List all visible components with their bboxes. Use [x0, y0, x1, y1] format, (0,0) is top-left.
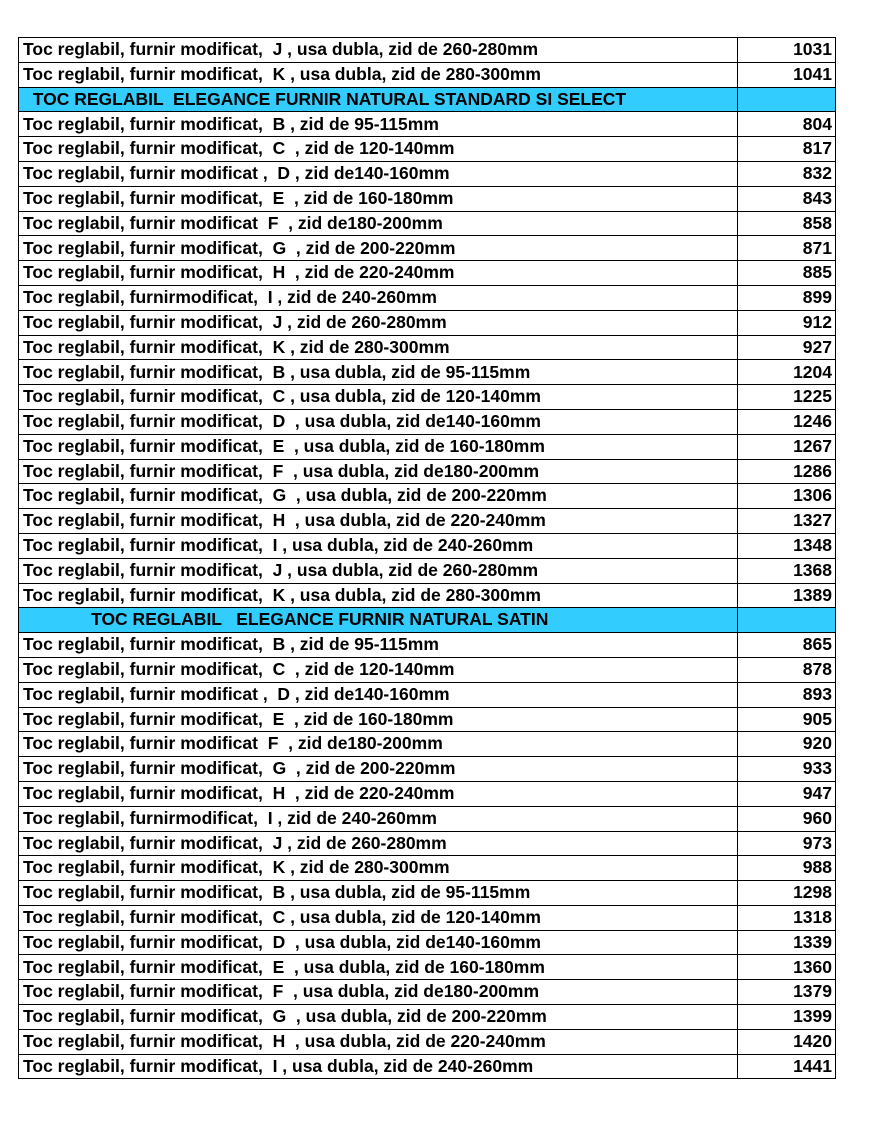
section-header-row: [19, 608, 836, 633]
price-cell: 832: [738, 161, 836, 186]
price-cell: 843: [738, 186, 836, 211]
product-description-cell: Toc reglabil, furnir modificat, H , zid de 220-240mm: [19, 261, 738, 286]
product-description-cell: Toc reglabil, furnir modificat, C , usa dubla, zid de 120-140mm: [19, 905, 738, 930]
product-description-cell: Toc reglabil, furnir modificat, E , zid de 160-180mm: [19, 186, 738, 211]
table-row: [19, 360, 836, 385]
price-cell: 1399: [738, 1005, 836, 1030]
price-cell: 1306: [738, 484, 836, 509]
product-description-cell: Toc reglabil, furnir modificat, J , zid de 260-280mm: [19, 831, 738, 856]
price-cell: 817: [738, 137, 836, 162]
table-row: [19, 930, 836, 955]
table-row: [19, 732, 836, 757]
product-description-cell: Toc reglabil, furnir modificat, G , usa dubla, zid de 200-220mm: [19, 1005, 738, 1030]
product-description-cell: Toc reglabil, furnir modificat, K , zid de 280-300mm: [19, 335, 738, 360]
table-row: [19, 806, 836, 831]
price-cell: 1441: [738, 1054, 836, 1079]
table-row: [19, 533, 836, 558]
table-row: [19, 211, 836, 236]
table-row: [19, 583, 836, 608]
price-cell: 893: [738, 682, 836, 707]
table-row: [19, 335, 836, 360]
price-cell: 1379: [738, 980, 836, 1005]
price-cell: 1327: [738, 509, 836, 534]
product-description-cell: Toc reglabil, furnir modificat, E , usa dubla, zid de 160-180mm: [19, 955, 738, 980]
table-row: [19, 38, 836, 63]
section-title: TOC REGLABIL ELEGANCE FURNIR NATURAL SATIN: [19, 608, 738, 633]
price-cell: 1339: [738, 930, 836, 955]
product-description-cell: Toc reglabil, furnir modificat, K , usa dubla, zid de 280-300mm: [19, 583, 738, 608]
price-cell: 1368: [738, 558, 836, 583]
section-empty-cell: [738, 608, 836, 633]
price-cell: 973: [738, 831, 836, 856]
price-cell: 1246: [738, 409, 836, 434]
price-cell: 1041: [738, 62, 836, 87]
table-row: [19, 509, 836, 534]
product-description-cell: Toc reglabil, furnir modificat, I , usa dubla, zid de 240-260mm: [19, 533, 738, 558]
price-cell: 1318: [738, 905, 836, 930]
product-description-cell: Toc reglabil, furnir modificat, B , usa dubla, zid de 95-115mm: [19, 881, 738, 906]
table-row: [19, 137, 836, 162]
product-description-cell: Toc reglabil, furnir modificat, G , usa dubla, zid de 200-220mm: [19, 484, 738, 509]
table-row: [19, 657, 836, 682]
table-row: [19, 1054, 836, 1079]
price-cell: 1389: [738, 583, 836, 608]
product-description-cell: Toc reglabil, furnir modificat, J , zid de 260-280mm: [19, 310, 738, 335]
product-description-cell: Toc reglabil, furnir modificat, H , usa dubla, zid de 220-240mm: [19, 1029, 738, 1054]
price-cell: 871: [738, 236, 836, 261]
price-cell: 912: [738, 310, 836, 335]
product-description-cell: Toc reglabil, furnir modificat , D , zid de140-160mm: [19, 682, 738, 707]
table-row: [19, 310, 836, 335]
price-cell: 947: [738, 781, 836, 806]
price-cell: 878: [738, 657, 836, 682]
product-description-cell: Toc reglabil, furnirmodificat, I , zid de 240-260mm: [19, 806, 738, 831]
product-description-cell: Toc reglabil, furnir modificat, K , usa dubla, zid de 280-300mm: [19, 62, 738, 87]
product-description-cell: Toc reglabil, furnir modificat, E , usa dubla, zid de 160-180mm: [19, 434, 738, 459]
price-cell: 920: [738, 732, 836, 757]
product-description-cell: Toc reglabil, furnir modificat, I , usa dubla, zid de 240-260mm: [19, 1054, 738, 1079]
table-row: [19, 434, 836, 459]
table-row: [19, 682, 836, 707]
price-cell: 988: [738, 856, 836, 881]
product-description-cell: Toc reglabil, furnir modificat, J , usa dubla, zid de 260-280mm: [19, 558, 738, 583]
table-row: [19, 236, 836, 261]
table-row: [19, 856, 836, 881]
section-header-row: [19, 87, 836, 112]
price-cell: 1360: [738, 955, 836, 980]
product-description-cell: Toc reglabil, furnir modificat, G , zid de 200-220mm: [19, 236, 738, 261]
price-cell: 885: [738, 261, 836, 286]
table-row: [19, 112, 836, 137]
section-empty-cell: [738, 87, 836, 112]
price-cell: 1204: [738, 360, 836, 385]
price-cell: 1420: [738, 1029, 836, 1054]
table-row: [19, 161, 836, 186]
price-cell: 960: [738, 806, 836, 831]
product-description-cell: Toc reglabil, furnir modificat, B , zid de 95-115mm: [19, 112, 738, 137]
price-cell: 1286: [738, 459, 836, 484]
table-row: [19, 285, 836, 310]
product-description-cell: Toc reglabil, furnir modificat F , zid de180-200mm: [19, 211, 738, 236]
table-row: [19, 409, 836, 434]
table-row: [19, 1029, 836, 1054]
price-cell: 905: [738, 707, 836, 732]
product-description-cell: Toc reglabil, furnir modificat , D , zid de140-160mm: [19, 161, 738, 186]
table-row: [19, 781, 836, 806]
price-cell: 1348: [738, 533, 836, 558]
product-description-cell: Toc reglabil, furnir modificat, C , usa dubla, zid de 120-140mm: [19, 385, 738, 410]
table-row: [19, 459, 836, 484]
price-cell: 1225: [738, 385, 836, 410]
product-description-cell: Toc reglabil, furnir modificat, D , usa dubla, zid de140-160mm: [19, 930, 738, 955]
table-row: [19, 757, 836, 782]
price-cell: 899: [738, 285, 836, 310]
table-row: [19, 881, 836, 906]
table-row: [19, 1005, 836, 1030]
product-description-cell: Toc reglabil, furnir modificat, F , usa dubla, zid de180-200mm: [19, 459, 738, 484]
product-description-cell: Toc reglabil, furnirmodificat, I , zid de 240-260mm: [19, 285, 738, 310]
table-row: [19, 905, 836, 930]
table-row: [19, 558, 836, 583]
product-description-cell: Toc reglabil, furnir modificat, J , usa dubla, zid de 260-280mm: [19, 38, 738, 63]
table-row: [19, 261, 836, 286]
table-row: [19, 633, 836, 658]
product-description-cell: Toc reglabil, furnir modificat, B , usa dubla, zid de 95-115mm: [19, 360, 738, 385]
table-row: [19, 62, 836, 87]
table-row: [19, 955, 836, 980]
product-description-cell: Toc reglabil, furnir modificat, K , zid de 280-300mm: [19, 856, 738, 881]
product-description-cell: Toc reglabil, furnir modificat, B , zid de 95-115mm: [19, 633, 738, 658]
price-cell: 1031: [738, 38, 836, 63]
table-row: [19, 484, 836, 509]
price-cell: 933: [738, 757, 836, 782]
price-cell: 1267: [738, 434, 836, 459]
price-cell: 804: [738, 112, 836, 137]
product-description-cell: Toc reglabil, furnir modificat, H , usa dubla, zid de 220-240mm: [19, 509, 738, 534]
table-row: [19, 707, 836, 732]
table-row: [19, 831, 836, 856]
product-description-cell: Toc reglabil, furnir modificat, H , zid de 220-240mm: [19, 781, 738, 806]
product-description-cell: Toc reglabil, furnir modificat, G , zid de 200-220mm: [19, 757, 738, 782]
price-cell: 927: [738, 335, 836, 360]
table-row: [19, 186, 836, 211]
table-row: [19, 980, 836, 1005]
price-cell: 1298: [738, 881, 836, 906]
price-cell: 865: [738, 633, 836, 658]
table-row: [19, 385, 836, 410]
section-title: TOC REGLABIL ELEGANCE FURNIR NATURAL STANDARD SI SELECT: [19, 87, 738, 112]
price-cell: 858: [738, 211, 836, 236]
product-description-cell: Toc reglabil, furnir modificat, C , zid de 120-140mm: [19, 657, 738, 682]
product-description-cell: Toc reglabil, furnir modificat F , zid de180-200mm: [19, 732, 738, 757]
product-description-cell: Toc reglabil, furnir modificat, E , zid de 160-180mm: [19, 707, 738, 732]
product-description-cell: Toc reglabil, furnir modificat, F , usa dubla, zid de180-200mm: [19, 980, 738, 1005]
price-list-body: [19, 38, 836, 1079]
product-description-cell: Toc reglabil, furnir modificat, D , usa dubla, zid de140-160mm: [19, 409, 738, 434]
price-list-table: [18, 37, 836, 1079]
product-description-cell: Toc reglabil, furnir modificat, C , zid de 120-140mm: [19, 137, 738, 162]
